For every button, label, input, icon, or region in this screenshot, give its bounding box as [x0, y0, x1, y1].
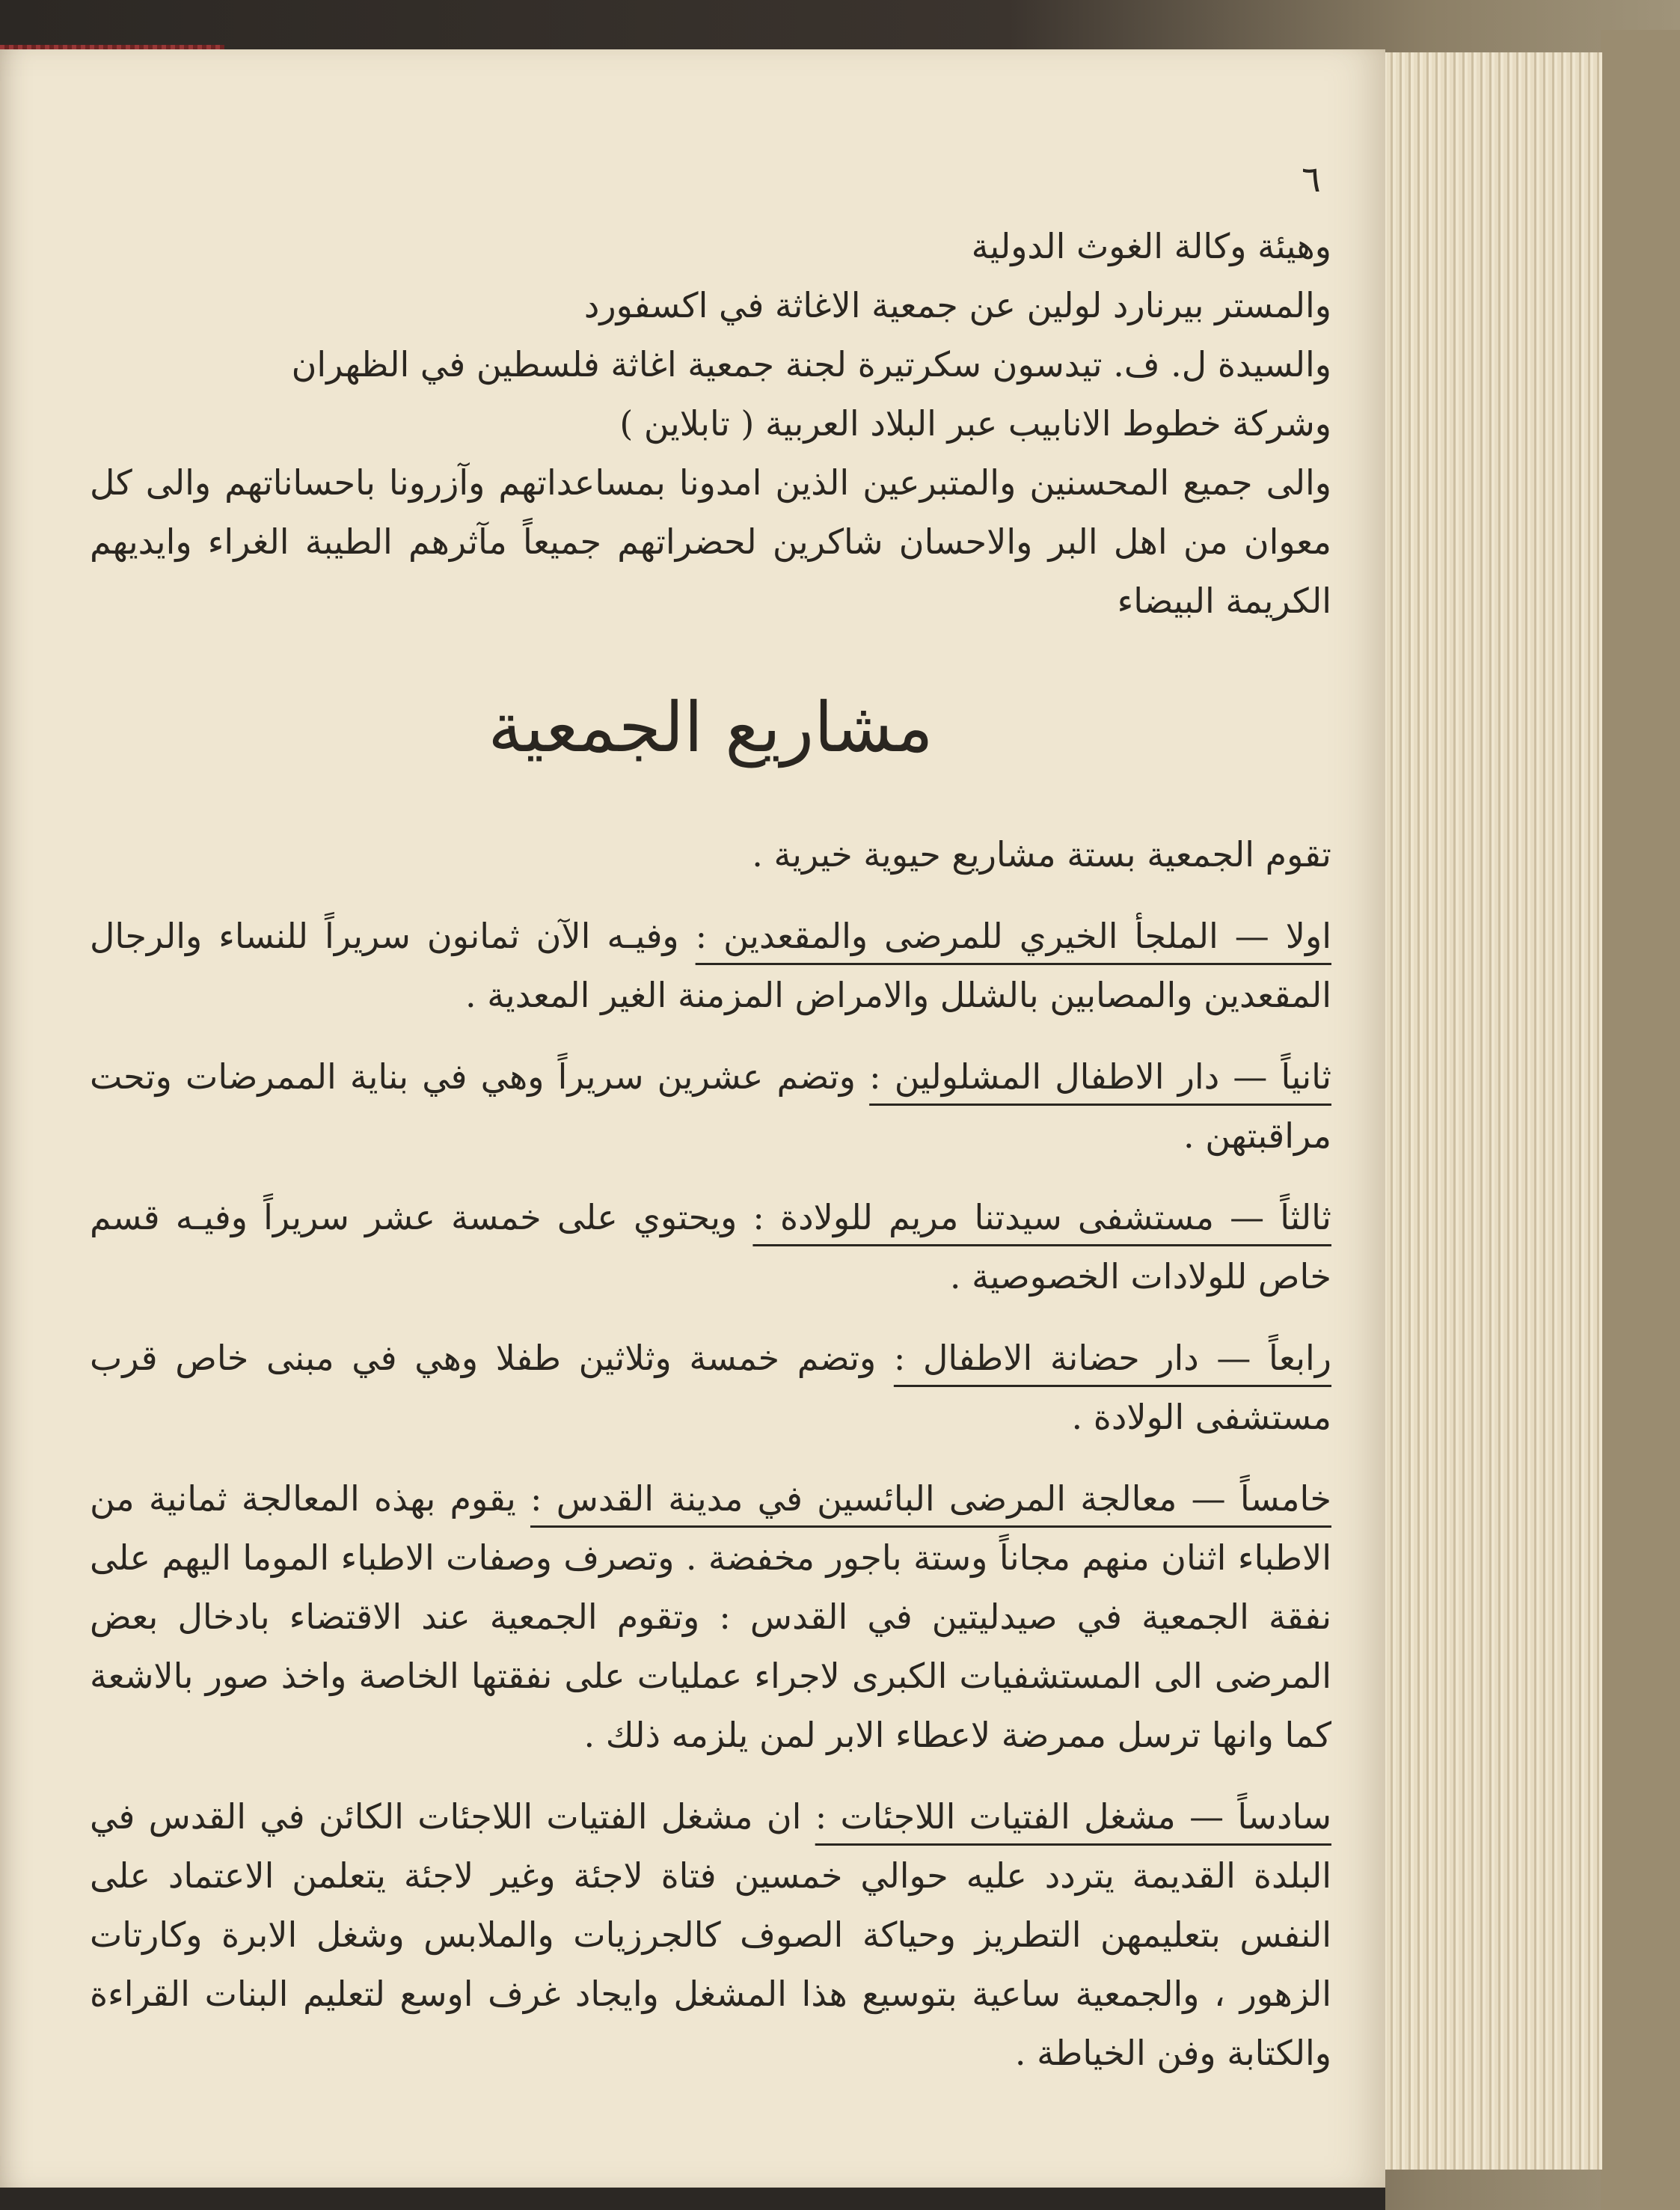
project-item	[90, 1787, 1331, 2083]
thanks-line: والسيدة ل. ف. تيدسون سكرتيرة لجنة جمعية اغاثة فلسطين في الظهران	[291, 344, 1331, 385]
project-body: وفيـه الآن ثمانون سريراً للنساء والرجال المقعدين والمصابين بالشلل والامراض المزمنة الغير المعدية .	[90, 916, 1331, 1015]
page-number: ٦	[1302, 159, 1321, 201]
project-body: وتضم خمسة وثلاثين طفلا وهي في مبنى خاص قرب مستشفى الولادة .	[90, 1338, 1331, 1437]
project-item	[90, 1188, 1331, 1306]
project-heading: اولا — الملجأ الخيري للمرضى والمقعدين :	[695, 916, 1331, 956]
thanks-line: وهيئة وكالة الغوث الدولية	[971, 226, 1331, 266]
project-heading: ثانياً — دار الاطفال المشلولين :	[869, 1056, 1331, 1097]
project-body: وتضم عشرين سريراً وهي في بناية الممرضات وتحت مراقبتهن .	[90, 1056, 1331, 1156]
project-item	[90, 1329, 1331, 1447]
project-body: ان مشغل الفتيات اللاجئات الكائن في القدس في البلدة القديمة يتردد عليه حوالي خمسين فتاة لاجئة وغير لاجئة يتعلمن الاعتماد على النفس بتعليمهن التطريز وحياكة الصوف كالجرزيات والملابس وشغل الابرة وكارتات الزهور ، والجمعية ساعية بتوسيع هذا المشغل وايجاد غرف اوسع لتعليم البنات القراءة والكتابة وفن الخياطة .	[90, 1796, 1331, 2073]
project-item	[90, 1469, 1331, 1765]
thanks-line: والمستر بيرنارد لولين عن جمعية الاغاثة في اكسفورد	[583, 285, 1331, 325]
project-heading: خامساً — معالجة المرضى البائسين في مدينة القدس :	[530, 1478, 1331, 1519]
project-heading: ثالثاً — مستشفى سيدتنا مريم للولادة :	[752, 1197, 1331, 1237]
project-item	[90, 907, 1331, 1025]
project-body: ويحتوي على خمسة عشر سريراً وفيـه قسم خاص للولادات الخصوصية .	[90, 1197, 1331, 1297]
project-heading: سادساً — مشغل الفتيات اللاجئات :	[815, 1796, 1331, 1837]
thanks-line: وشركة خطوط الانابيب عبر البلاد العربية ( تابلاين )	[619, 403, 1331, 444]
project-heading: رابعاً — دار حضانة الاطفال :	[893, 1338, 1332, 1378]
section-title: مشاريع الجمعية	[488, 688, 933, 768]
book-cloth-edge	[1601, 30, 1680, 2210]
thanks-paragraph: والى جميع المحسنين والمتبرعين الذين امدونا بمساعداتهم وآزرونا باحساناتهم والى كل معوان من اهل البر والاحسان شاكرين لحضراتهم جميعاً مآثرهم الطيبة الغراء وايديهم الكريمة البيضاء	[90, 462, 1331, 621]
project-body: يقوم بهذه المعالجة ثمانية من الاطباء اثنان منهم مجاناً وستة باجور مخفضة . وتصرف وصفات الاطباء الموما اليهم على نفقة الجمعية في صيدليتين في القدس : وتقوم الجمعية عند الاقتضاء بادخال بعض المرضى الى المستشفيات الكبرى لاجراء عمليات على نفقتها الخاصة واخذ صور بالاشعة كما وانها ترسل ممرضة لاعطاء الابر لمن يلزمه ذلك .	[90, 1478, 1331, 1755]
scan-bottom-edge	[0, 2188, 1385, 2210]
section-intro: تقوم الجمعية بستة مشاريع حيوية خيرية .	[752, 834, 1331, 875]
page-stack-edge	[1376, 52, 1602, 2170]
page-content	[90, 217, 1331, 2083]
project-item	[90, 1047, 1331, 1166]
thanks-section	[90, 217, 1331, 631]
